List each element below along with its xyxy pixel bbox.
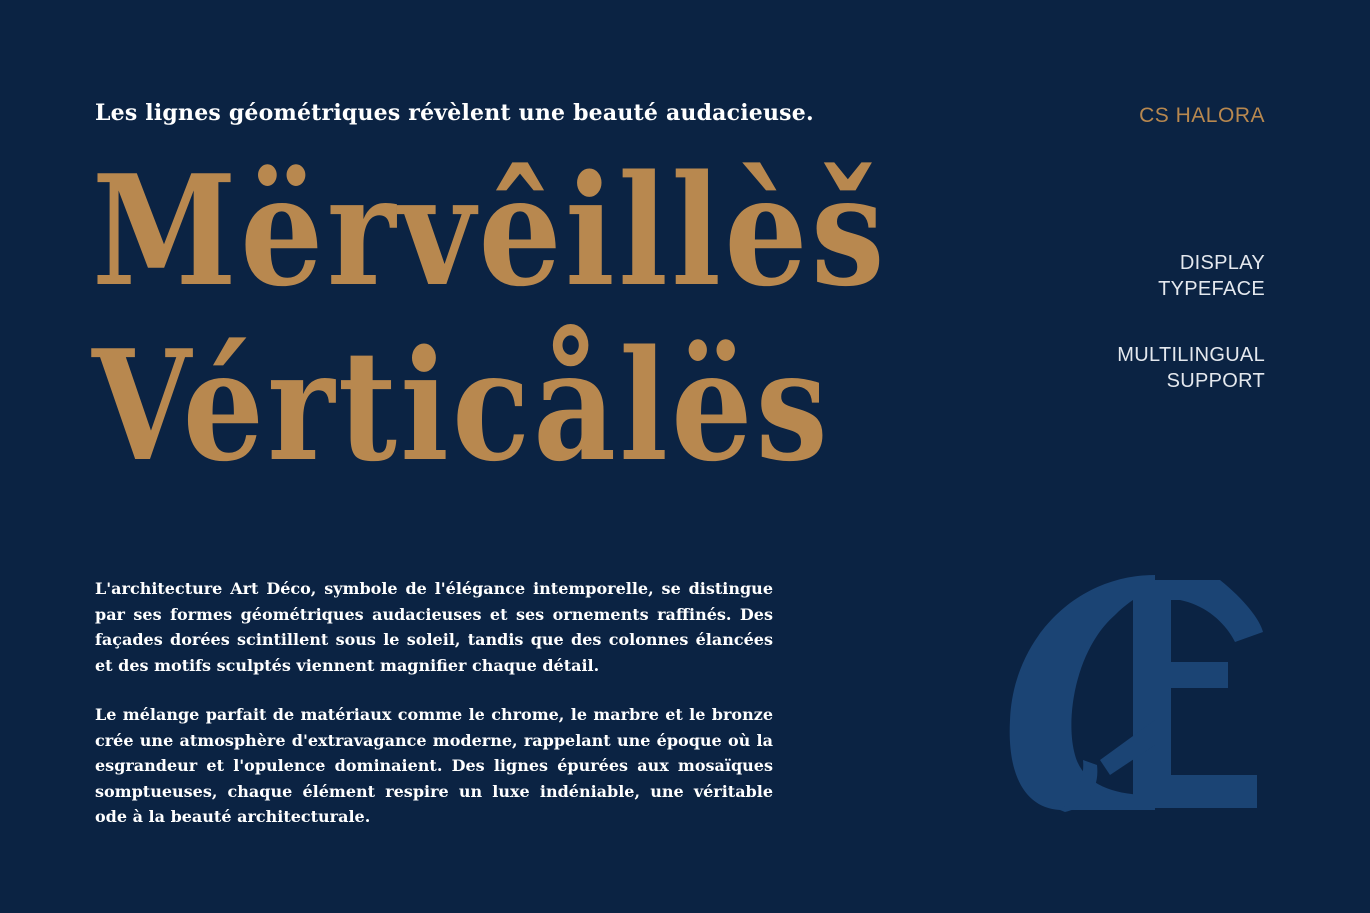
feature-line: SUPPORT xyxy=(1166,370,1265,392)
feature-line: MULTILINGUAL xyxy=(1117,344,1265,366)
display-headline-line-2: Vérticålës xyxy=(92,316,832,495)
body-paragraph-1: L'architecture Art Déco, symbole de l'élégance intemporelle, se distingue par ses formes géométriques audacieuses et ses ornements raffinés. Des façades dorées scintillent sous le soleil, tandis que des colonnes élancées et des motifs sculptés viennent magnifier chaque détail. xyxy=(95,579,773,675)
oe-ligature-glyph xyxy=(1005,570,1275,820)
feature-multilingual-support xyxy=(1005,342,1265,394)
feature-line: DISPLAY xyxy=(1179,252,1265,274)
tagline: Les lignes géométriques révèlent une beauté audacieuse. xyxy=(95,100,814,126)
feature-display-typeface xyxy=(1005,250,1265,302)
body-paragraph-2: Le mélange parfait de matériaux comme le chrome, le marbre et le bronze crée une atmosphère d'extravagance moderne, rappelant une époque où la esgrandeur et l'opulence dominaient. Des lignes épurées aux mosaïques somptueuses, chaque élément respire un luxe indéniable, une véritable ode à la beauté architecturale. xyxy=(95,705,773,826)
feature-line: TYPEFACE xyxy=(1158,278,1265,300)
oe-glyph-shape xyxy=(1010,575,1263,812)
brand-name: CS HALORA xyxy=(1139,104,1265,127)
display-headline-line-1: Mërvêillèš xyxy=(92,141,888,320)
